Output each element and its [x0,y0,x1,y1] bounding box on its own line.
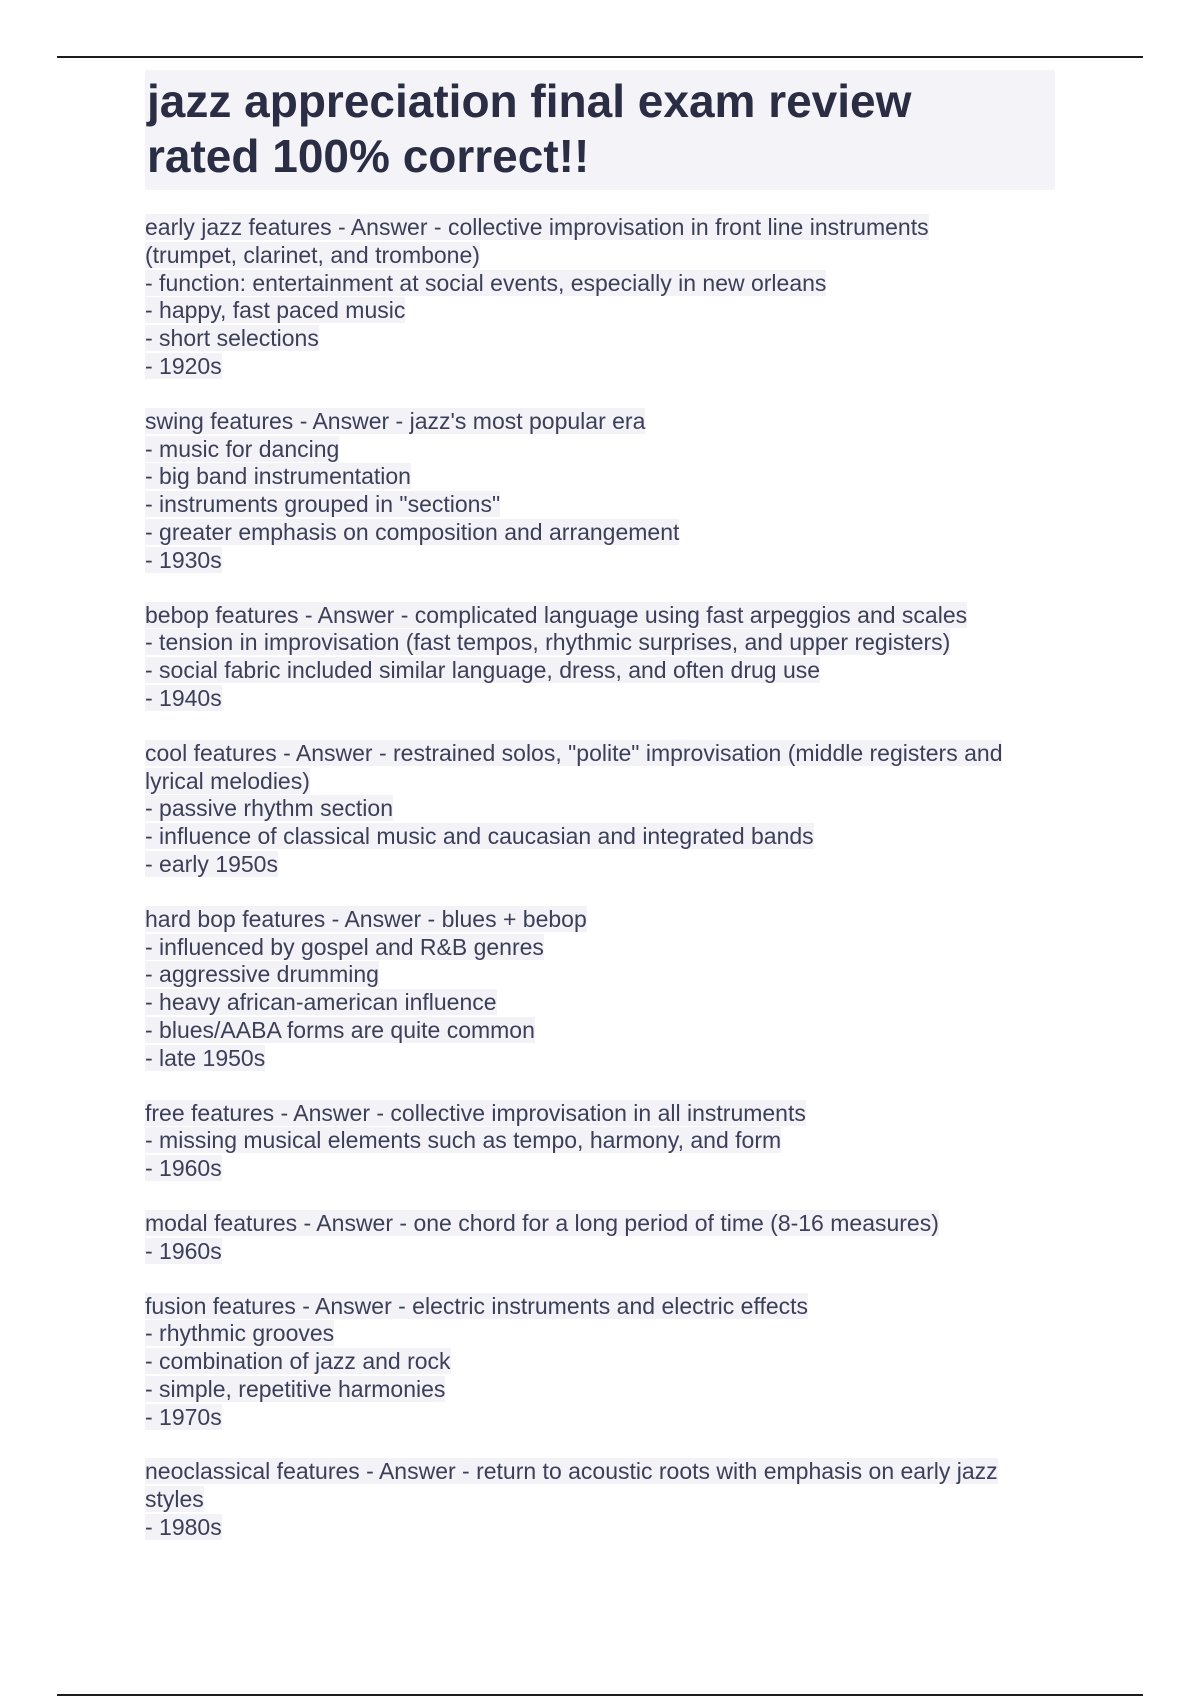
qa-answer-line [145,436,1055,464]
line-text: - passive rhythm section [145,795,393,822]
title-line: jazz appreciation final exam review [147,75,912,127]
qa-entry [145,602,1055,713]
qa-answer-line [145,1017,1055,1045]
qa-answer-line [145,1045,1055,1073]
qa-answer-line [145,795,1055,823]
qa-question-line [145,906,1055,934]
top-rule [57,56,1143,58]
qa-question-line [145,1458,1055,1486]
line-text: - 1980s [145,1514,222,1541]
line-text: - blues/AABA forms are quite common [145,1016,535,1043]
line-text: styles [145,1486,204,1513]
qa-question-line [145,1210,1055,1238]
qa-entry [145,1100,1055,1183]
qa-question-line [145,214,1055,242]
line-text: - short selections [145,325,319,352]
line-text: - aggressive drumming [145,961,379,988]
document-title [147,74,1053,184]
qa-answer-line [145,934,1055,962]
qa-answer-line [145,685,1055,713]
bottom-rule [57,1694,1143,1696]
line-text: - big band instrumentation [145,463,411,490]
line-text: - instruments grouped in "sections" [145,491,501,518]
qa-answer-line [145,242,1055,270]
qa-answer-line [145,823,1055,851]
line-text: - late 1950s [145,1044,266,1071]
line-text: free features - Answer - collective improvisation in all instruments [145,1099,806,1126]
qa-answer-line [145,270,1055,298]
qa-answer-line [145,768,1055,796]
qa-entry [145,740,1055,879]
qa-question-line [145,408,1055,436]
line-text: early jazz features - Answer - collective improvisation in front line instruments [145,214,929,240]
qa-answer-line [145,297,1055,325]
line-text: hard bop features - Answer - blues + bebop [145,905,587,932]
line-text: - 1920s [145,352,222,379]
qa-answer-line [145,353,1055,381]
qa-answer-line [145,1404,1055,1432]
qa-entry [145,408,1055,575]
qa-entry [145,1458,1055,1541]
qa-answer-line [145,1238,1055,1266]
line-text: bebop features - Answer - complicated language using fast arpeggios and scales [145,601,968,628]
line-text: - 1960s [145,1155,222,1182]
qa-answer-line [145,547,1055,575]
qa-answer-line [145,629,1055,657]
qa-list [145,214,1055,1542]
qa-entry [145,1293,1055,1432]
qa-answer-line [145,1486,1055,1514]
qa-question-line [145,602,1055,630]
qa-answer-line [145,657,1055,685]
line-text: neoclassical features - Answer - return to acoustic roots with emphasis on early jazz [145,1458,998,1485]
line-text: - influence of classical music and caucasian and integrated bands [145,823,814,850]
line-text: fusion features - Answer - electric instruments and electric effects [145,1292,809,1319]
qa-answer-line [145,961,1055,989]
qa-entry [145,1210,1055,1266]
title-line: rated 100% correct!! [147,130,590,182]
line-text: - greater emphasis on composition and arrangement [145,518,680,545]
line-text: - simple, repetitive harmonies [145,1375,446,1402]
line-text: - 1970s [145,1403,222,1430]
qa-answer-line [145,851,1055,879]
line-text: - missing musical elements such as tempo, harmony, and form [145,1127,782,1154]
line-text: modal features - Answer - one chord for a long period of time (8-16 measures) [145,1209,939,1236]
qa-answer-line [145,463,1055,491]
line-text: - tension in improvisation (fast tempos, rhythmic surprises, and upper registers) [145,629,951,656]
line-text: - influenced by gospel and R&B genres [145,933,544,960]
qa-entry [145,214,1055,381]
qa-question-line [145,1293,1055,1321]
qa-answer-line [145,1155,1055,1183]
qa-answer-line [145,325,1055,353]
line-text: - function: entertainment at social events, especially in new orleans [145,269,827,296]
qa-question-line [145,740,1055,768]
qa-answer-line [145,1127,1055,1155]
qa-answer-line [145,491,1055,519]
qa-answer-line [145,519,1055,547]
line-text: (trumpet, clarinet, and trombone) [145,241,480,268]
line-text: - early 1950s [145,850,278,877]
line-text: - happy, fast paced music [145,297,406,324]
line-text: - social fabric included similar language, dress, and often drug use [145,657,821,684]
line-text: - 1940s [145,684,222,711]
document-body [145,70,1055,1569]
line-text: - 1960s [145,1237,222,1264]
line-text: - music for dancing [145,435,340,462]
line-text: - 1930s [145,546,222,573]
line-text: - rhythmic grooves [145,1320,335,1347]
title-block [145,70,1055,190]
line-text: cool features - Answer - restrained solos, "polite" improvisation (middle registers and [145,739,1003,766]
qa-answer-line [145,989,1055,1017]
line-text: swing features - Answer - jazz's most popular era [145,407,646,434]
line-text: - combination of jazz and rock [145,1348,451,1375]
line-text: lyrical melodies) [145,767,310,794]
line-text: - heavy african-american influence [145,989,497,1016]
qa-entry [145,906,1055,1073]
qa-question-line [145,1100,1055,1128]
qa-answer-line [145,1320,1055,1348]
qa-answer-line [145,1376,1055,1404]
qa-answer-line [145,1348,1055,1376]
qa-answer-line [145,1514,1055,1542]
